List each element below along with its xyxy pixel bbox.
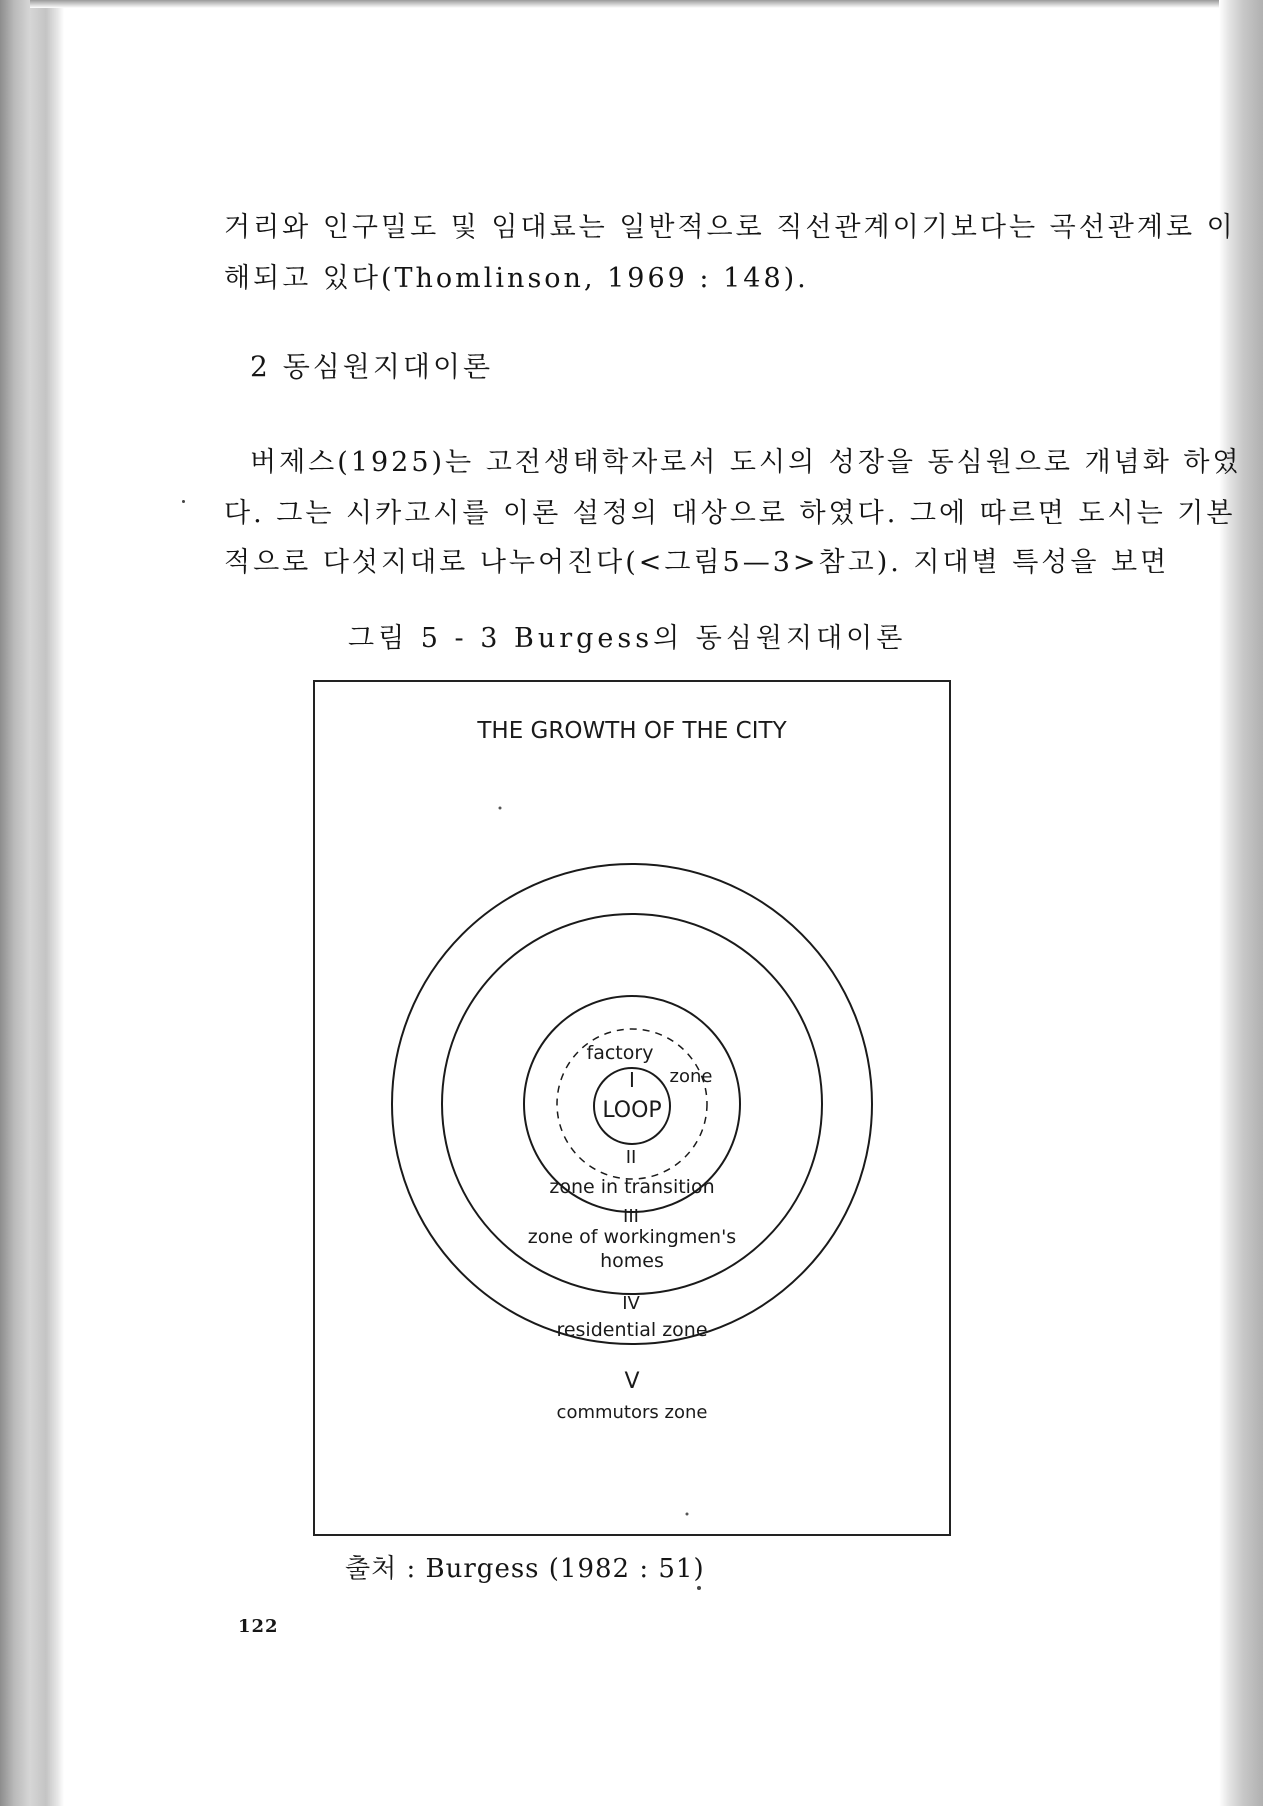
transition-numeral: II [625,1147,637,1168]
paragraph1-line1: 거리와 인구밀도 및 임대료는 일반적으로 직선관계이기보다는 곡선관계로 이 [224,212,1236,243]
workingmen-label: zone of workingmen's [527,1226,737,1248]
burgess-diagram [313,680,951,1536]
book-edge-left [0,0,64,1806]
commutors-label: commutors zone [556,1402,708,1423]
print-speck [697,1586,701,1590]
workingmen-label-homes: homes [600,1250,664,1272]
paragraph2-line2: 다. 그는 시카고시를 이론 설정의 대상으로 하였다. 그에 따르면 도시는 기본 [224,498,1236,529]
figure-source: 출처 : Burgess (1982 : 51) [345,1554,705,1584]
book-edge-right [1219,0,1263,1806]
loop-label: LOOP [602,1098,662,1123]
factory-label-zone: zone [669,1066,713,1087]
book-edge-top [30,0,1220,8]
loop-numeral: I [629,1068,635,1092]
commutors-numeral: V [624,1369,640,1394]
print-speck [182,500,185,503]
paragraph1-line2: 해되고 있다(Thomlinson, 1969 : 148). [224,263,809,294]
print-speck [499,807,502,810]
paragraph2-line3: 적으로 다섯지대로 나누어진다(<그림5—3>참고). 지대별 특성을 보면 [224,547,1170,578]
workingmen-numeral: III [623,1206,639,1227]
residential-numeral: IV [622,1293,640,1314]
print-speck [686,1513,689,1516]
concentric-zone-diagram [315,682,953,1538]
residential-label: residential zone [556,1319,708,1341]
diagram-title: THE GROWTH OF THE CITY [477,718,787,744]
factory-label: factory [586,1042,654,1064]
transition-label: zone in transition [549,1176,715,1198]
section-heading: 2 동심원지대이론 [250,350,494,383]
paragraph2-line1: 버제스(1925)는 고전생태학자로서 도시의 성장을 동심원으로 개념화 하였 [250,447,1242,478]
figure-caption: 그림 5 - 3 Burgess의 동심원지대이론 [348,623,907,654]
page-number: 122 [238,1616,279,1637]
